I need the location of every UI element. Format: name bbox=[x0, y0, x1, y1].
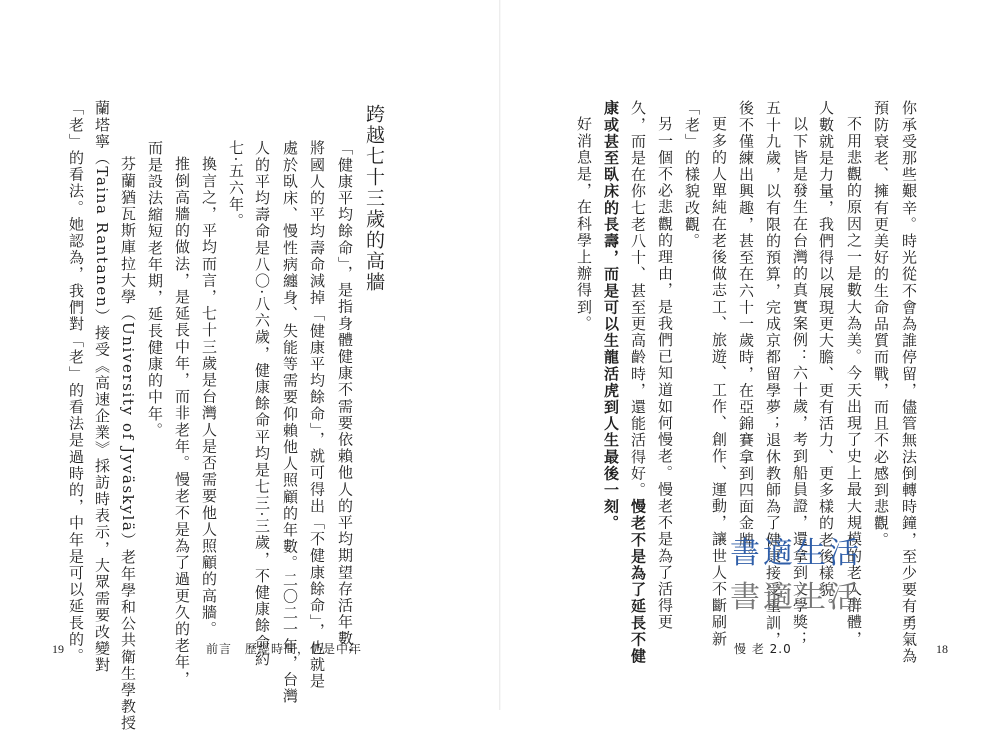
right-column-7: 後不僅練出興趣，甚至在六十一歲時，在亞錦賽拿到四面金牌。 bbox=[737, 100, 755, 565]
right-column-4: 人數就是力量，我們得以展現更大膽、更有活力、更多樣的老後樣貌。 bbox=[817, 100, 835, 615]
running-head-left: 前言 歷經時間，仍是中年 bbox=[206, 642, 363, 656]
left-column-9: 芬蘭猶瓦斯庫拉大學（University of Jyväskylä）老年學和公共衛生學教授 bbox=[119, 156, 137, 732]
watermark-logo-secondary: 書適生活 bbox=[730, 580, 862, 615]
right-column-12: 康或甚至臥床的長壽，而是可以生龍活虎到人生最後一刻。 bbox=[602, 100, 620, 532]
page-number-right: 18 bbox=[936, 642, 948, 656]
right-column-5: 以下皆是發生在台灣的真實案例：六十歲，考到船員證，還拿到文學獎； bbox=[791, 116, 809, 648]
left-column-6: 換言之，平均而言，七十三歲是台灣人是否需要他人照顧的高牆。 bbox=[200, 156, 218, 638]
running-head-right: 慢 老 2.0 bbox=[734, 642, 792, 656]
watermark-logo-primary: 書適生活 bbox=[730, 536, 862, 571]
right-column-13: 好消息是，在科學上辦得到。 bbox=[575, 116, 593, 332]
left-column-10: 蘭塔寧（Taina Rantanen）接受《高速企業》採訪時表示，大眾需要改變對 bbox=[93, 100, 111, 674]
right-column-6: 五十九歲，以有限的預算，完成京都留學夢；退休教師為了健康接受重訓， bbox=[764, 100, 782, 648]
page-number-left: 19 bbox=[52, 642, 64, 656]
left-column-1: 「健康平均餘命」，是指身體健康不需要依賴他人的平均期望存活年數， bbox=[336, 140, 354, 664]
section-heading: 跨越七十三歲的高牆 bbox=[363, 104, 385, 293]
left-column-4: 人的平均壽命是八〇·八六歲，健康餘命平均是七三·三歲，不健康餘命約 bbox=[253, 140, 271, 668]
right-column-1: 你承受那些艱辛。時光從不會為誰停留，儘管無法倒轉時鐘，至少要有勇氣為 bbox=[900, 100, 918, 665]
left-column-7: 推倒高牆的做法，是延長中年，而非老年。慢老不是為了過更久的老年， bbox=[173, 156, 191, 688]
right-column-11-text: 久，而是在你七老八十、甚至更高齡時，還能活得好。 bbox=[629, 100, 647, 499]
right-column-8: 更多的人單純在老後做志工、旅遊、工作、創作、運動，讓世人不斷刷新 bbox=[710, 116, 728, 648]
left-column-5: 七·五六年。 bbox=[227, 140, 245, 230]
bold-emphasis: 慢老不是為了延長不健 bbox=[629, 498, 647, 665]
left-column-3: 處於臥床、慢性病纏身、失能等需要仰賴他人照顧的年數。二〇二一年，台灣 bbox=[281, 140, 299, 705]
left-column-8: 而是設法縮短老年期，延長健康的中年。 bbox=[146, 140, 164, 439]
right-column-2: 預防衰老、擁有更美好的生命品質而戰，而且不必感到悲觀。 bbox=[872, 100, 890, 549]
left-column-11: 「老」的看法。她認為，我們對「老」的看法是過時的，中年是可以延長的。 bbox=[67, 100, 85, 665]
right-column-3: 不用悲觀的原因之一是數大為美。今天出現了史上最大規模的老人群體， bbox=[845, 116, 863, 648]
right-column-10: 另一個不必悲觀的理由，是我們已知道如何慢老。慢老不是為了活得更 bbox=[656, 116, 674, 631]
right-column-9: 「老」的樣貌改觀。 bbox=[683, 100, 701, 250]
right-column-11 bbox=[624, 100, 651, 664]
left-column-2: 將國人的平均壽命減掉「健康平均餘命」，就可得出「不健康餘命」，也就是 bbox=[308, 140, 326, 690]
